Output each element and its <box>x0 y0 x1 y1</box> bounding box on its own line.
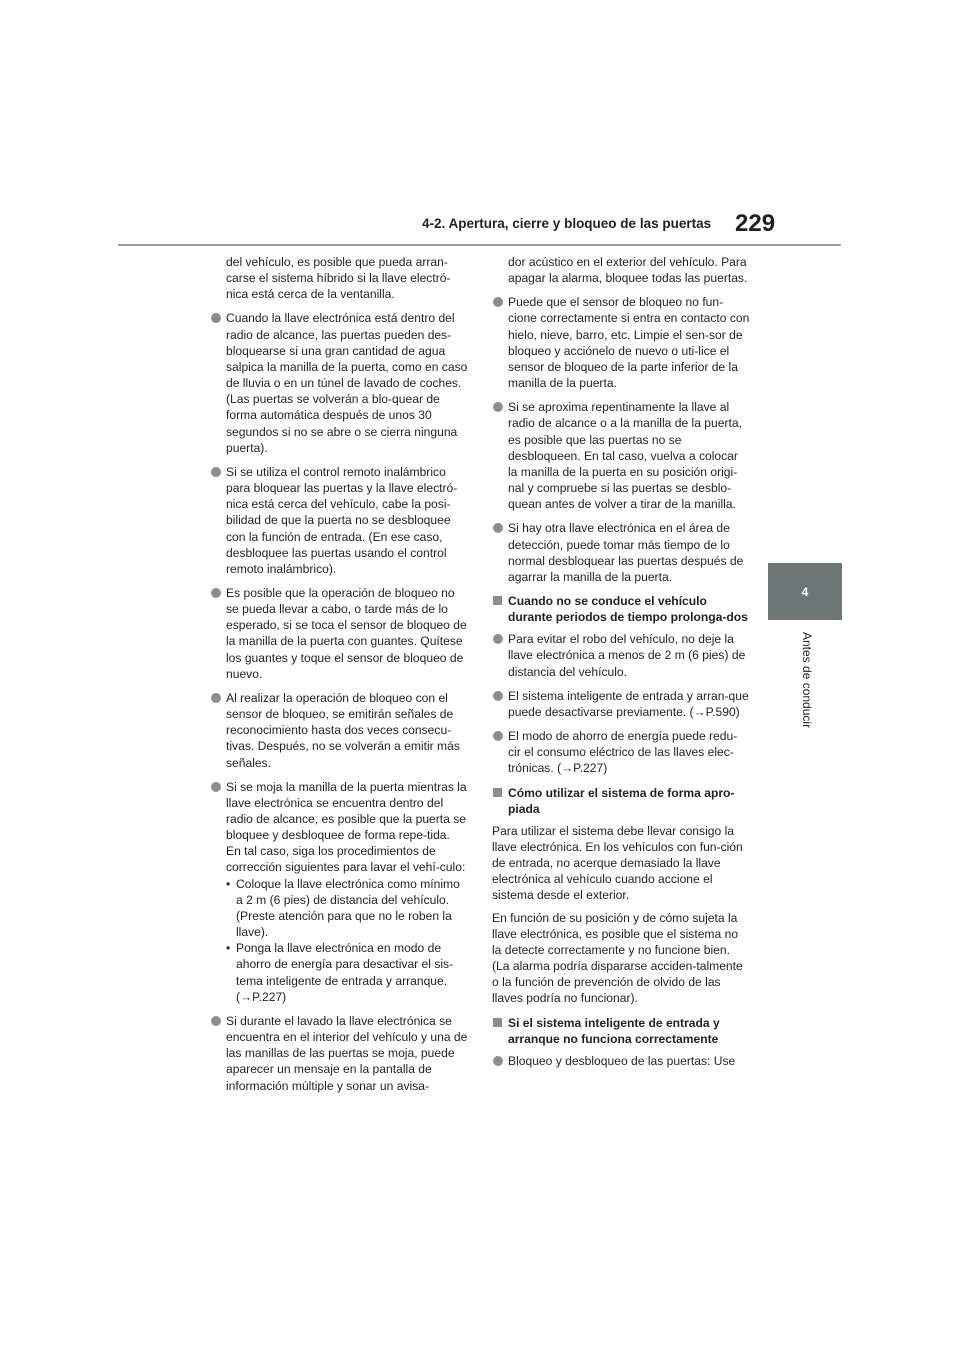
heading-square-icon <box>493 1018 502 1027</box>
right-column <box>492 254 750 1077</box>
section-title: 4-2. Apertura, cierre y bloqueo de las puertas <box>422 216 712 231</box>
bullet-dot-icon <box>493 523 503 533</box>
heading-text: Cuando no se conduce el vehículo durante periodos de tiempo prolonga-dos <box>508 593 748 625</box>
list-item <box>210 585 468 682</box>
heading-square-icon <box>493 596 502 605</box>
bullet-text: Si durante el lavado la llave electrónica se encuentra en el interior del vehículo y una de las manillas de las puertas se moja, puede aparecer un mensaje en la pantalla de información múltiple y sonar un avisa- <box>226 1013 468 1093</box>
sub-list-item <box>210 940 468 1005</box>
sub-item-text: Ponga la llave electrónica en modo de ahorro de energía para desactivar el sis-tema inteligente de entrada y arranque. (→P.227) <box>236 941 454 1004</box>
bullet-dot-icon <box>493 297 503 307</box>
body-paragraph: Para utilizar el sistema debe llevar consigo la llave electrónica. En los vehículos con fun-ción de entrada, no acerque demasiado la llave electrónica al vehículo cuando accione el sistema desde el exterior. <box>492 823 743 903</box>
bullet-dot-icon <box>211 693 221 703</box>
bullet-dot-icon <box>211 313 221 323</box>
list-item <box>210 310 468 455</box>
list-item <box>210 779 468 876</box>
bullet-text: Si hay otra llave electrónica en el área de detección, puede tomar más tiempo de lo normal desbloquear las puertas después de agarrar la manilla de la puerta. <box>508 521 744 584</box>
bullet-text: Si se moja la manilla de la puerta mientras la llave electrónica se encuentra dentro del radio de alcance, es posible que la puerta se bloquee y desbloquee de forma repe-tida. En tal caso, siga los procedimientos de corrección siguientes para lavar el vehí-culo: <box>226 779 467 875</box>
continuation-text: dor acústico en el exterior del vehículo. Para apagar la alarma, bloquee todas las puertas. <box>508 255 748 286</box>
list-item <box>210 1013 468 1094</box>
section-heading <box>492 1015 750 1047</box>
chapter-label: Antes de conducir <box>800 632 814 729</box>
bullet-text: Bloqueo y desbloqueo de las puertas: Use <box>508 1053 736 1068</box>
bullet-dot-icon <box>211 588 221 598</box>
list-item <box>492 688 750 720</box>
bullet-dot-icon <box>493 402 503 412</box>
bullet-dot-icon <box>211 467 221 477</box>
bullet-text: Si se aproxima repentinamente la llave al radio de alcance o a la manilla de la puerta, es posible que las puertas no se desbloqueen. En tal caso, vuelva a colocar la manilla de la puerta en su posición origi-nal y compruebe si las puertas se desblo-quean antes de volver a tirar de la manilla. <box>508 400 742 512</box>
bullet-text: Para evitar el robo del vehículo, no deje la llave electrónica a menos de 2 m (6 pies) de distancia del vehículo. <box>508 632 746 679</box>
list-item <box>492 520 750 585</box>
page-number: 229 <box>735 210 776 237</box>
bullet-text: El modo de ahorro de energía puede redu-cir el consumo eléctrico de las llaves elec-trónicas. (→P.227) <box>508 729 738 776</box>
heading-square-icon <box>493 788 502 797</box>
list-item <box>210 464 468 577</box>
list-item <box>492 1053 750 1069</box>
sub-bullet-icon: • <box>226 876 231 891</box>
bullet-text: Si se utiliza el control remoto inalámbrico para bloquear las puertas y la llave electró-nica está cerca del vehículo, cabe la posi-bilidad de que la puerta no se desbloquee con la función de entrada. (En ese caso, desbloquee las puertas usando el control remoto inalámbrico). <box>226 464 458 576</box>
heading-text: Cómo utilizar el sistema de forma apro-piada <box>508 785 735 816</box>
section-heading <box>492 785 750 817</box>
bullet-dot-icon <box>493 731 503 741</box>
sub-list-item <box>210 876 468 941</box>
sub-item-text: Coloque la llave electrónica como mínimo a 2 m (6 pies) de distancia del vehículo. (Preste atención para que no le roben la llave). <box>236 876 460 940</box>
sub-bullet-icon: • <box>226 941 231 956</box>
chapter-tab <box>768 563 842 620</box>
section-heading <box>492 593 750 625</box>
bullet-text: Es posible que la operación de bloqueo no se pueda llevar a cabo, o tarde más de lo esperado, si se toca el sensor de bloqueo de la manilla de la puerta con guantes. Quítese los guantes y toque el sensor de bloqueo de nuevo. <box>226 585 467 681</box>
bullet-text: El sistema inteligente de entrada y arran-que puede desactivarse previamente. (→P.590) <box>508 688 749 719</box>
bullet-dot-icon <box>493 634 503 644</box>
list-item <box>492 631 750 679</box>
chapter-number: 4 <box>801 584 809 599</box>
list-item <box>492 728 750 776</box>
bullet-text: Cuando la llave electrónica está dentro del radio de alcance, las puertas pueden des-bloquearse si una gran cantidad de agua salpica la manilla de la puerta, como en caso de lluvia o en un túnel de lavado de coches. (Las puertas se volverán a blo-quear de forma automática después de unos 30 segundos si no se abre o se cierra ninguna puerta). <box>226 311 468 455</box>
body-paragraph: En función de su posición y de cómo sujeta la llave electrónica, es posible que el sistema no la detecte correctamente y no funcione bien. (La alarma podría dispararse acciden-talmente o la función de prevención de olvido de las llaves podría no funcionar). <box>492 910 743 1006</box>
left-column <box>210 254 468 1102</box>
bullet-text: Puede que el sensor de bloqueo no fun-cione correctamente si entra en contacto con hielo, nieve, barro, etc. Limpie el sen-sor de bloqueo y acciónelo de nuevo o uti-lice el sensor de bloqueo de la parte inferior de la manilla de la puerta. <box>508 295 750 391</box>
bullet-text: Al realizar la operación de bloqueo con el sensor de bloqueo, se emitirán señales de reconocimiento hasta dos veces consecu-tivas. Después, no se volverán a emitir más señales. <box>226 690 460 770</box>
heading-text: Si el sistema inteligente de entrada y arranque no funciona correctamente <box>508 1015 720 1046</box>
list-item <box>210 690 468 771</box>
bullet-dot-icon <box>211 1016 221 1026</box>
header-divider <box>118 244 841 246</box>
continuation-text: del vehículo, es posible que pueda arran-carse el sistema híbrido si la llave electró-nica está cerca de la ventanilla. <box>226 255 451 302</box>
bullet-dot-icon <box>211 782 221 792</box>
bullet-dot-icon <box>493 691 503 701</box>
list-item <box>492 294 750 391</box>
list-item <box>492 399 750 512</box>
bullet-dot-icon <box>493 1056 503 1066</box>
